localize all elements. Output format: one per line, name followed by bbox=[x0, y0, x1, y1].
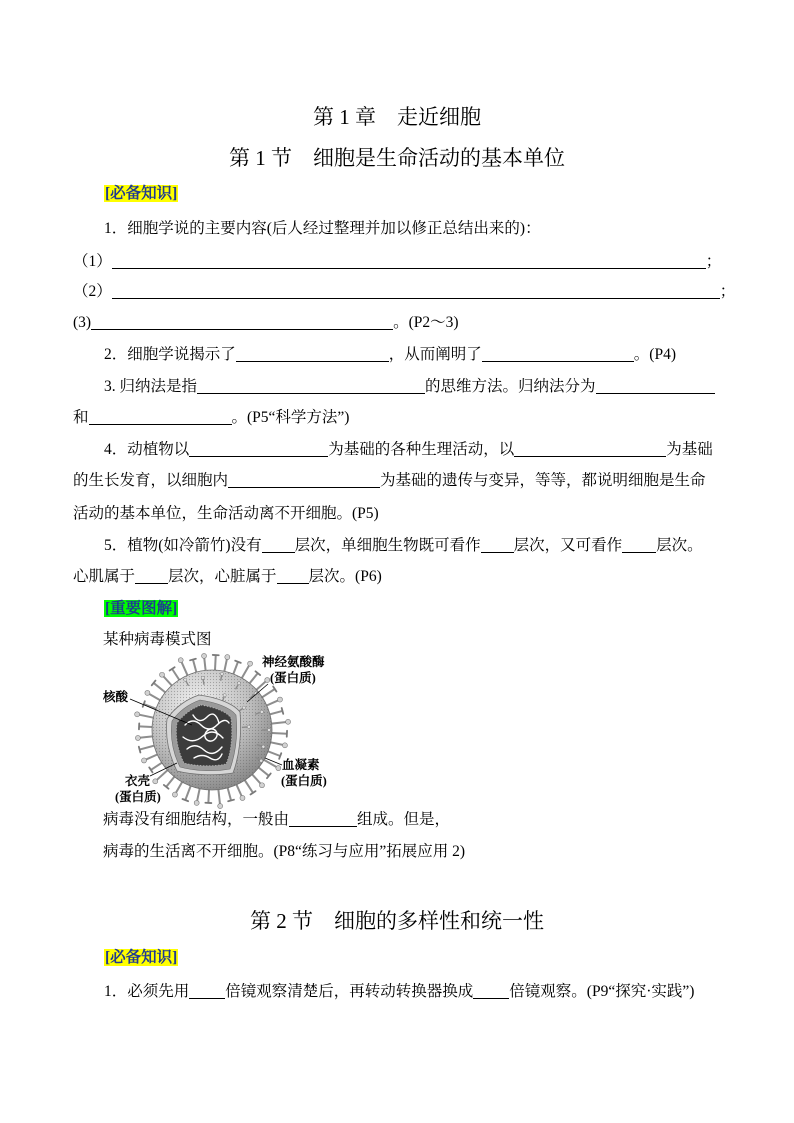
spike-knob bbox=[286, 719, 291, 724]
question-3 bbox=[104, 376, 715, 398]
spike-knob bbox=[153, 779, 158, 784]
answer-blank bbox=[482, 347, 634, 362]
caption-text: 某种病毒模式图 bbox=[103, 631, 212, 648]
spike-cap bbox=[228, 800, 234, 802]
front-spike-knob bbox=[237, 682, 240, 685]
item-end: ； bbox=[719, 283, 736, 300]
question-text: 3. 归纳法是指 bbox=[104, 378, 198, 395]
question-text: 5．植物(如冷箭竹)没有 bbox=[104, 537, 262, 554]
virus-question bbox=[103, 809, 450, 831]
item-label: (3) bbox=[73, 314, 92, 331]
front-spike-knob bbox=[260, 710, 263, 713]
answer-blank bbox=[622, 538, 656, 553]
answer-blank bbox=[481, 538, 514, 553]
answer-blank bbox=[112, 284, 720, 299]
answer-blank bbox=[91, 315, 393, 330]
question-text: ，从而阐明了 bbox=[388, 346, 482, 363]
label-hemagglutinin-note: (蛋白质) bbox=[281, 774, 327, 788]
question-text: 活动的基本单位，生命活动离不开细胞。(P5) bbox=[73, 505, 379, 522]
question-text: 病毒的生活离不开细胞。(P8“练习与应用”拓展应用 2) bbox=[103, 843, 466, 860]
section-2-title: 第 2 节 细胞的多样性和统一性 bbox=[250, 909, 544, 933]
question-text: 组成。但是， bbox=[357, 811, 451, 828]
label-hemagglutinin: 血凝素 bbox=[282, 758, 320, 772]
front-spike-knob bbox=[201, 676, 204, 679]
spike-knob bbox=[178, 658, 183, 663]
answer-blank bbox=[89, 410, 232, 425]
front-spike-knob bbox=[260, 759, 263, 762]
question-2 bbox=[104, 344, 676, 366]
spike-cap bbox=[182, 799, 188, 801]
question-1-item-1 bbox=[73, 251, 721, 273]
label-capsid-note: (蛋白质) bbox=[115, 790, 161, 804]
question-text: 心肌属于 bbox=[73, 568, 136, 585]
answer-blank bbox=[596, 379, 715, 394]
section-2-question-1 bbox=[104, 981, 694, 1003]
spike-knob bbox=[145, 690, 150, 695]
label-neuraminidase: 神经氨酸酶 bbox=[262, 655, 325, 669]
answer-blank bbox=[262, 538, 295, 553]
question-text: 病毒没有细胞结构，一般由 bbox=[103, 811, 290, 828]
spike-knob bbox=[135, 712, 140, 717]
spike-cap bbox=[282, 708, 284, 714]
must-know-row bbox=[104, 183, 178, 205]
question-4 bbox=[104, 439, 713, 461]
spike-cap bbox=[235, 661, 241, 663]
question-text: 和 bbox=[73, 409, 89, 426]
question-text: 为基础的遗传与变异，等等，都说明细胞是生命 bbox=[380, 472, 706, 489]
front-spike-knob bbox=[247, 725, 250, 728]
cutaway-section bbox=[166, 695, 240, 775]
answer-blank bbox=[228, 473, 380, 488]
answer-blank bbox=[112, 254, 706, 269]
diagram-tag-row bbox=[104, 598, 178, 620]
must-know-row-2 bbox=[104, 947, 178, 969]
answer-blank bbox=[189, 442, 328, 457]
spike-knob bbox=[259, 783, 264, 788]
page-reference: 层次。(P6) bbox=[308, 568, 382, 585]
page-reference: 。(P4) bbox=[633, 346, 676, 363]
label-neuraminidase-note: (蛋白质) bbox=[270, 671, 316, 685]
question-text: 为基础的各种生理活动，以 bbox=[328, 441, 515, 458]
question-1-item-2 bbox=[73, 281, 735, 303]
spike-knob bbox=[135, 735, 140, 740]
must-know-tag: [必备知识] bbox=[105, 185, 178, 202]
front-spike-knob bbox=[220, 672, 223, 675]
answer-blank bbox=[135, 569, 168, 584]
front-spike-knob bbox=[267, 728, 270, 731]
spike-knob bbox=[282, 743, 287, 748]
spike-knob bbox=[225, 655, 230, 660]
question-3-continued bbox=[73, 407, 349, 429]
spike-knob bbox=[202, 653, 207, 658]
question-text: 1．必须先用 bbox=[104, 983, 190, 1000]
spike-cap bbox=[139, 747, 141, 753]
question-text: 层次。 bbox=[656, 537, 703, 554]
label-nucleic-acid: 核酸 bbox=[103, 690, 129, 704]
label-capsid: 衣壳 bbox=[125, 774, 151, 788]
spike-knob bbox=[194, 800, 199, 805]
key-diagram-tag: [重要图解] bbox=[105, 600, 178, 617]
item-label: （1） bbox=[73, 253, 112, 270]
spike-knob bbox=[276, 766, 281, 771]
answer-blank bbox=[189, 984, 225, 999]
question-text: 2．细胞学说揭示了 bbox=[104, 346, 236, 363]
question-5-continued bbox=[73, 566, 382, 588]
question-4-end bbox=[73, 503, 379, 525]
question-5 bbox=[104, 535, 703, 557]
answer-blank bbox=[473, 984, 509, 999]
spike-knob bbox=[265, 678, 270, 683]
answer-blank bbox=[277, 569, 309, 584]
front-spike-knob bbox=[184, 678, 187, 681]
item-label: （2） bbox=[73, 283, 112, 300]
question-1-item-3 bbox=[73, 312, 459, 334]
question-text: 层次，又可看作 bbox=[513, 537, 623, 554]
question-text: 倍镜观察清楚后，再转动转换器换成 bbox=[225, 983, 474, 1000]
spike-cap bbox=[143, 701, 145, 707]
answer-blank bbox=[236, 347, 389, 362]
spike-knob bbox=[277, 697, 282, 702]
page-reference: 。(P5“科学方法”) bbox=[231, 409, 350, 426]
question-text: 层次，单细胞生物既可看作 bbox=[294, 537, 481, 554]
question-1 bbox=[104, 218, 541, 240]
question-text: 的思维方法。归纳法分为 bbox=[425, 378, 596, 395]
question-4-continued bbox=[73, 470, 706, 492]
question-text: 4．动植物以 bbox=[104, 441, 190, 458]
front-spike-knob bbox=[223, 694, 226, 697]
spike-knob bbox=[142, 758, 147, 763]
must-know-tag: [必备知识] bbox=[105, 949, 178, 966]
spike-cap bbox=[279, 753, 281, 759]
answer-blank bbox=[197, 379, 425, 394]
item-end: ； bbox=[705, 253, 722, 270]
answer-blank bbox=[289, 812, 357, 827]
chapter-title: 第 1 章 走近细胞 bbox=[313, 105, 481, 129]
answer-blank bbox=[514, 442, 666, 457]
item-end: 。(P2～3) bbox=[393, 314, 459, 331]
virus-question-continued bbox=[103, 841, 465, 863]
question-text: 层次，心脏属于 bbox=[168, 568, 277, 585]
spike-knob bbox=[240, 795, 245, 800]
spike-knob bbox=[172, 792, 177, 797]
question-text: 倍镜观察。(P9“探究·实践”) bbox=[509, 983, 695, 1000]
question-text: 的生长发育，以细胞内 bbox=[73, 472, 229, 489]
question-text: 1．细胞学说的主要内容(后人经过整理并加以修正总结出来的)： bbox=[104, 220, 541, 237]
question-text: 为基础 bbox=[666, 441, 713, 458]
spike-cap bbox=[190, 659, 196, 661]
spike-knob bbox=[160, 672, 165, 677]
front-spike-knob bbox=[262, 745, 265, 748]
section-1-title: 第 1 节 细胞是生命活动的基本单位 bbox=[229, 146, 565, 170]
spike-knob bbox=[218, 804, 223, 809]
spike-knob bbox=[248, 661, 253, 666]
front-spike-knob bbox=[242, 706, 245, 709]
